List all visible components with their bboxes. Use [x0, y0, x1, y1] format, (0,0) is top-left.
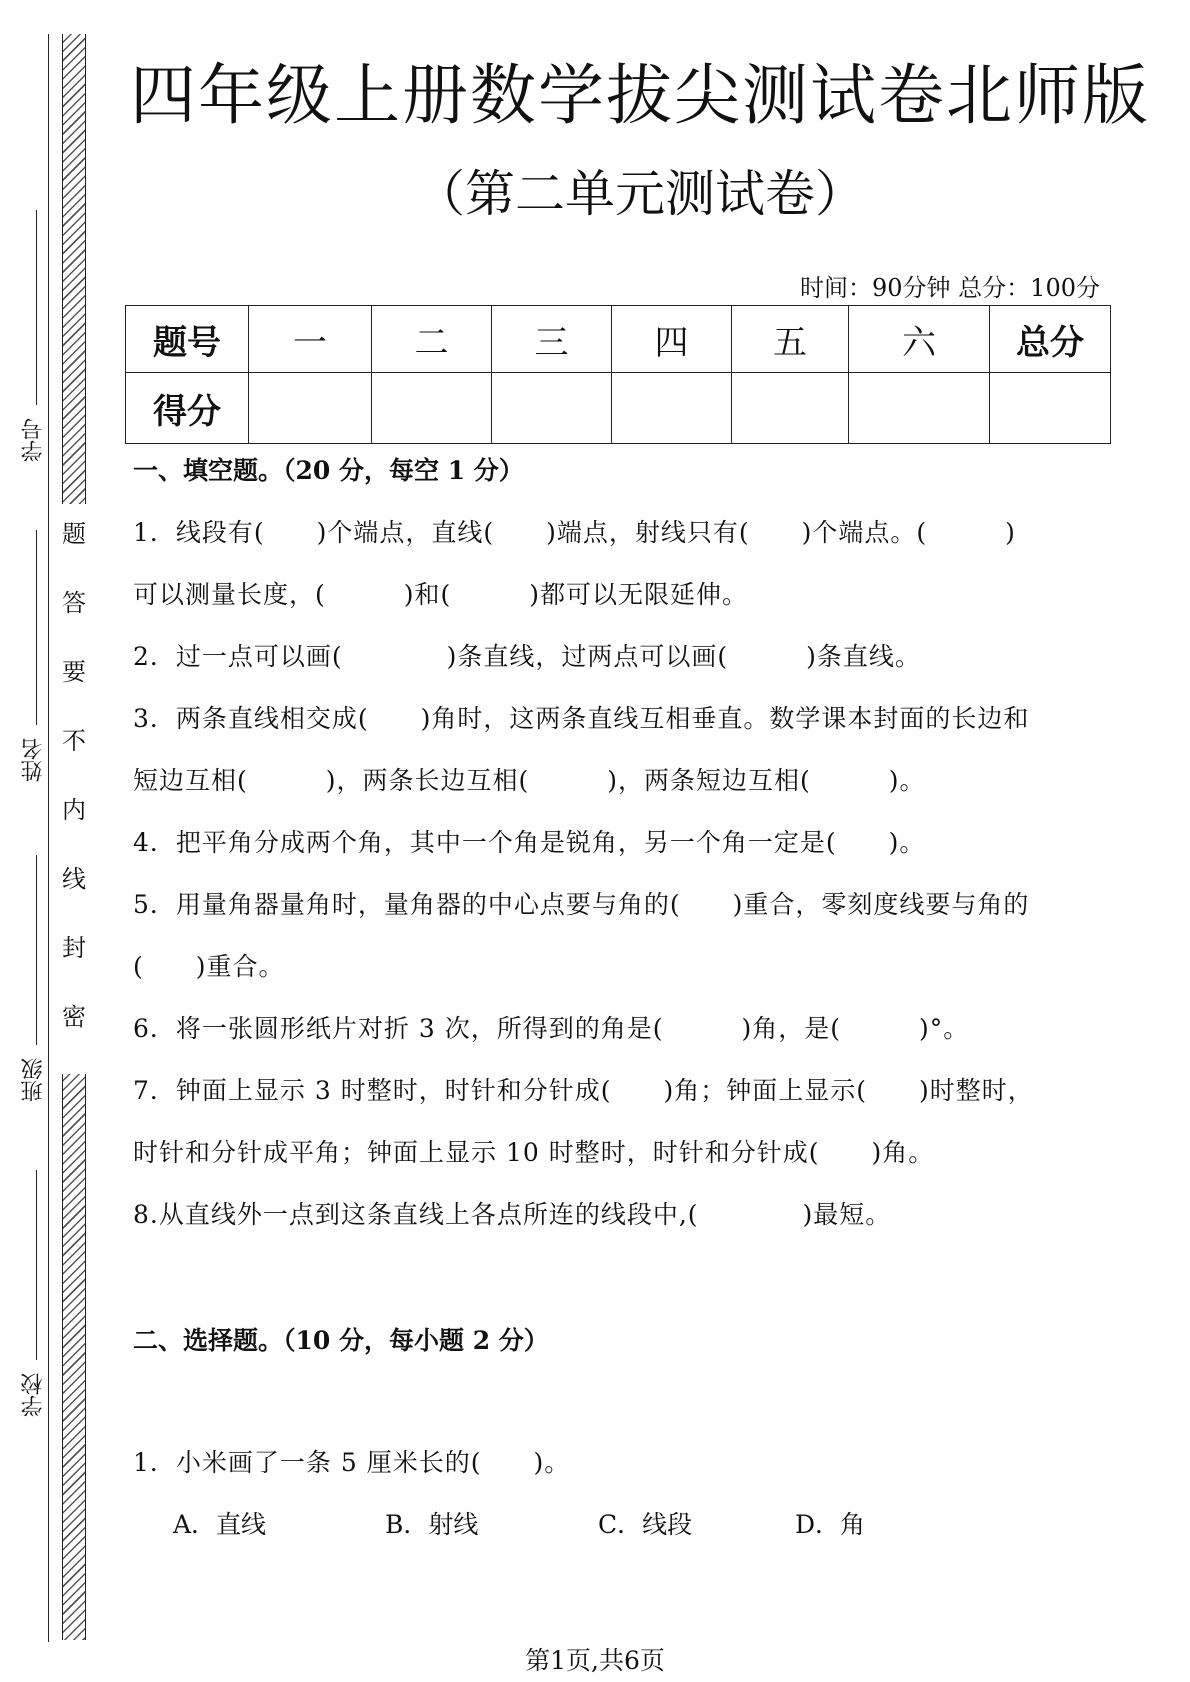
header-cell: 三 — [492, 306, 612, 373]
score-cell[interactable] — [732, 373, 849, 444]
seal-char: 要 — [62, 658, 86, 686]
seal-char: 题 — [62, 520, 86, 548]
score-table — [125, 305, 1111, 444]
score-cell[interactable] — [492, 373, 612, 444]
option-d[interactable]: D．角 — [795, 1510, 866, 1539]
question-line: 2．过一点可以画( )条直线，过两点可以画( )条直线。 — [133, 642, 921, 671]
question-line: 4．把平角分成两个角，其中一个角是锐角，另一个角一定是( )。 — [133, 828, 926, 857]
header-cell: 六 — [849, 306, 990, 373]
question-line: 7．钟面上显示 3 时整时，时针和分针成( )角；钟面上显示( )时整时， — [133, 1076, 1034, 1105]
question-line: 1．线段有( )个端点，直线( )端点，射线只有( )个端点。( ) — [133, 518, 1016, 547]
question-line: 3．两条直线相交成( )角时，这两条直线互相垂直。数学课本封面的长边和 — [133, 704, 1030, 733]
question-line: 时针和分针成平角；钟面上显示 10 时整时，时针和分针成( )角。 — [133, 1138, 935, 1167]
page-number: 第1页,共6页 — [525, 1646, 665, 1675]
header-cell: 二 — [372, 306, 492, 373]
question-line: 1．小米画了一条 5 厘米长的( )。 — [133, 1448, 571, 1477]
score-cell[interactable] — [990, 373, 1111, 444]
score-cell[interactable] — [372, 373, 492, 444]
page-title: 四年级上册数学拔尖测试卷北师版 — [130, 57, 1150, 134]
header-cell: 总分 — [990, 306, 1111, 373]
binding-margin: 题 答 要 不 内 线 封 密 学号 姓名 班级 学校 — [0, 0, 110, 1682]
seal-char: 密 — [62, 1003, 86, 1031]
score-cell[interactable] — [849, 373, 990, 444]
question-line: 5．用量角器量角时，量角器的中心点要与角的( )重合，零刻度线要与角的 — [133, 890, 1030, 919]
score-label-cell: 得分 — [126, 373, 249, 444]
section1-heading: 一、填空题。（20 分，每空 1 分） — [133, 456, 524, 485]
score-cell[interactable] — [249, 373, 372, 444]
seal-char: 答 — [62, 589, 86, 617]
seal-char: 封 — [62, 934, 86, 962]
section2-heading: 二、选择题。（10 分，每小题 2 分） — [133, 1326, 549, 1355]
seal-char: 线 — [62, 865, 86, 893]
question-line: ( )重合。 — [133, 952, 285, 981]
page-subtitle: （第二单元测试卷） — [415, 165, 865, 223]
option-a[interactable]: A．直线 — [173, 1510, 267, 1539]
header-cell: 题号 — [126, 306, 249, 373]
seal-strip — [62, 34, 86, 1640]
seal-char: 内 — [62, 796, 86, 824]
seal-char: 不 — [62, 727, 86, 755]
score-cell[interactable] — [612, 373, 732, 444]
option-c[interactable]: C．线段 — [598, 1510, 693, 1539]
header-cell: 一 — [249, 306, 372, 373]
header-cell: 四 — [612, 306, 732, 373]
question-line: 8.从直线外一点到这条直线上各点所连的线段中,( )最短。 — [133, 1200, 892, 1229]
question-line: 可以测量长度，( )和( )都可以无限延伸。 — [133, 580, 749, 609]
question-line: 短边互相( )，两条长边互相( )，两条短边互相( )。 — [133, 766, 926, 795]
question-line: 6．将一张圆形纸片对折 3 次，所得到的角是( )角，是( )°。 — [133, 1014, 970, 1043]
option-b[interactable]: B．射线 — [385, 1510, 479, 1539]
header-cell: 五 — [732, 306, 849, 373]
exam-meta: 时间：90分钟 总分：100分 — [800, 274, 1100, 302]
